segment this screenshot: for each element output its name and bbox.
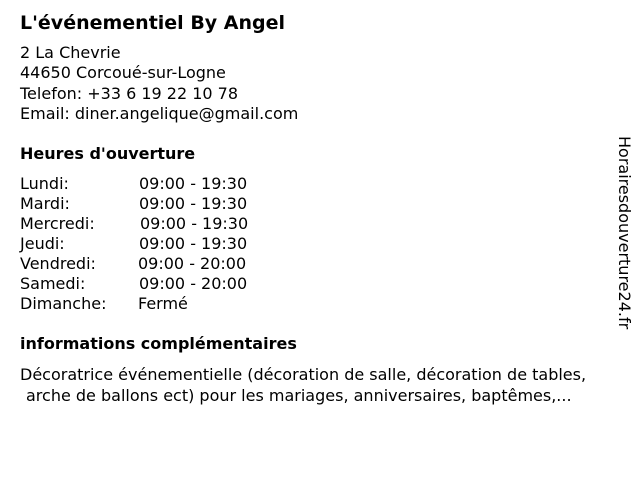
time-value: 09:00 - 20:00 xyxy=(139,274,248,293)
description-line: arche de ballons ect) pour les mariages, anniversaires, baptêmes,... xyxy=(26,386,572,405)
day-label: Lundi: xyxy=(20,174,69,193)
site-watermark: Horairesdouverture24.fr xyxy=(615,136,634,330)
additional-info-heading: informations complémentaires xyxy=(20,334,297,353)
day-label: Mardi: xyxy=(20,194,70,213)
time-value: 09:00 - 19:30 xyxy=(139,174,248,193)
time-value: 09:00 - 19:30 xyxy=(139,194,248,213)
day-label: Samedi: xyxy=(20,274,86,293)
address-street: 2 La Chevrie xyxy=(20,43,121,62)
time-value: 09:00 - 20:00 xyxy=(138,254,247,273)
time-value: 09:00 - 19:30 xyxy=(139,234,248,253)
address-city: 44650 Corcoué-sur-Logne xyxy=(20,63,226,83)
opening-hours-heading: Heures d'ouverture xyxy=(20,144,196,163)
business-name: L'événementiel By Angel xyxy=(20,12,286,34)
time-value: Fermé xyxy=(138,294,188,313)
time-value: 09:00 - 19:30 xyxy=(140,214,249,233)
contact-block xyxy=(20,43,298,124)
day-label: Mercredi: xyxy=(20,214,95,233)
description-line: Décoratrice événementielle (décoration de salle, décoration de tables, xyxy=(20,365,587,384)
phone-number: Telefon: +33 6 19 22 10 78 xyxy=(20,83,239,103)
day-label: Jeudi: xyxy=(20,234,65,253)
email-address: Email: diner.angelique@gmail.com xyxy=(20,103,299,123)
day-label: Dimanche: xyxy=(20,294,107,313)
business-description xyxy=(20,364,640,406)
day-label: Vendredi: xyxy=(20,254,96,273)
